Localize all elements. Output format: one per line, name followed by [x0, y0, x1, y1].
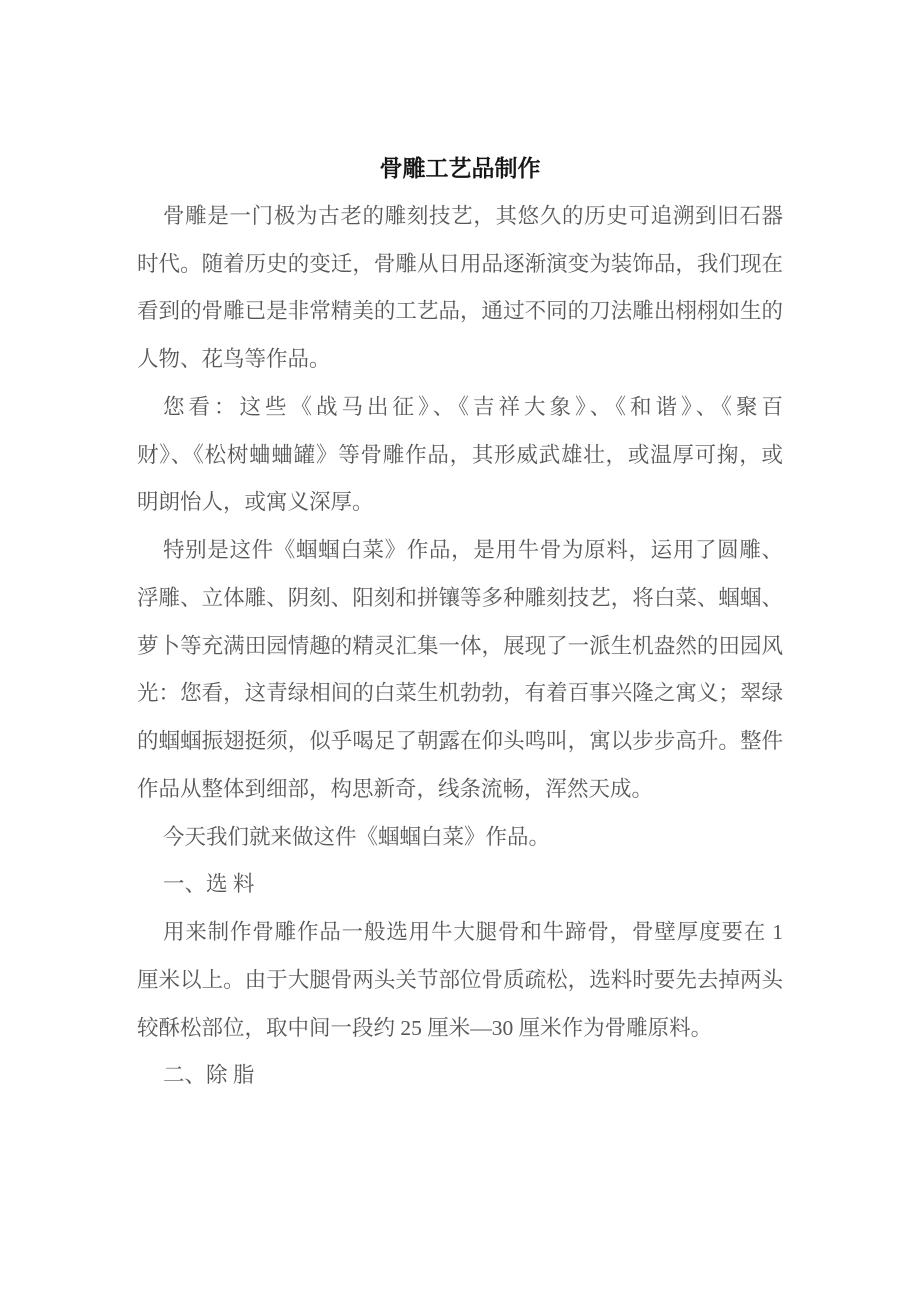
section-heading [137, 1052, 783, 1100]
text-line: 明朗怡人，或寓义深厚。 [137, 490, 374, 515]
section-heading [137, 861, 783, 909]
text-line: 您看：这些《战马出征》、《吉祥大象》、《和谐》、《聚百 [163, 394, 783, 419]
text-line: 光：您看，这青绿相间的白菜生机勃勃，有着百事兴隆之寓义；翠绿 [137, 681, 783, 706]
text-line: 萝卜等充满田园情趣的精灵汇集一体，展现了一派生机盎然的田园风 [137, 633, 783, 658]
text-line: 用来制作骨雕作品一般选用牛大腿骨和牛蹄骨，骨壁厚度要在 1 [163, 920, 783, 944]
paragraph [137, 384, 783, 527]
text-line: 时代。随着历史的变迁，骨雕从日用品逐渐演变为装饰品，我们现在 [137, 251, 783, 276]
text-line: 浮雕、立体雕、阴刻、阳刻和拼镶等多种雕刻技艺，将白菜、蝈蝈、 [137, 585, 783, 610]
text-line: 较酥松部位，取中间一段约 25 厘米—30 厘米作为骨雕原料。 [137, 1015, 713, 1040]
text-line: 厘米以上。由于大腿骨两头关节部位骨质疏松，选料时要先去掉两头 [137, 967, 783, 992]
text-line: 特别是这件《蝈蝈白菜》作品，是用牛骨为原料，运用了圆雕、 [163, 538, 783, 562]
text-line: 财》、《松树蛐蛐罐》等骨雕作品，其形威武雄壮，或温厚可掬，或 [137, 442, 783, 467]
paragraph [137, 527, 783, 814]
text-line: 的蝈蝈振翅挺须，似乎喝足了朝露在仰头鸣叫，寓以步步高升。整件 [137, 729, 783, 753]
section-heading-line: 二、除 脂 [163, 1063, 255, 1088]
section-heading-line: 一、选 料 [163, 872, 255, 897]
text-line: 今天我们就来做这件《蝈蝈白菜》作品。 [163, 824, 551, 849]
text-line: 人物、花鸟等作品。 [137, 347, 331, 371]
text-line: 看到的骨雕已是非常精美的工艺品，通过不同的刀法雕出栩栩如生的 [137, 299, 783, 324]
text-line: 骨雕是一门极为古老的雕刻技艺，其悠久的历史可追溯到旧石器 [163, 203, 783, 228]
document-body [137, 193, 783, 1100]
paragraph [137, 814, 783, 862]
paragraph [137, 193, 783, 384]
document-content [137, 145, 783, 1100]
text-line: 作品从整体到细部，构思新奇，线条流畅，浑然天成。 [137, 776, 654, 801]
paragraph [137, 909, 783, 1052]
document-title: 骨雕工艺品制作 [379, 156, 541, 181]
